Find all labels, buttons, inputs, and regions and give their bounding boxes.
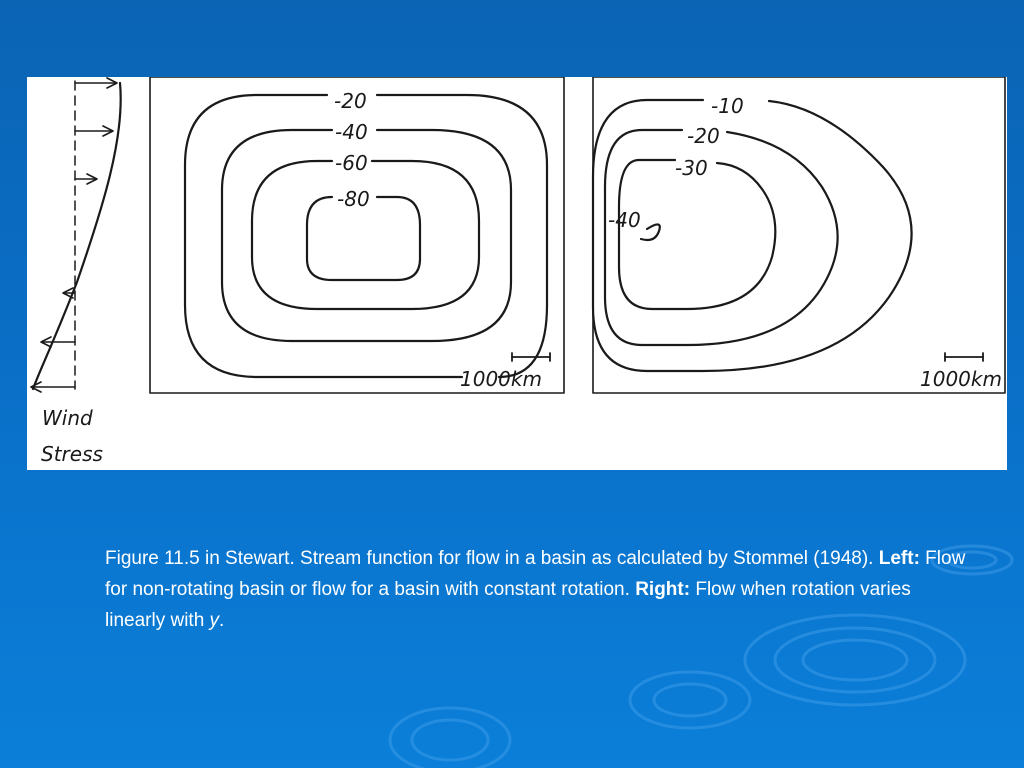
caption-variable-y: y xyxy=(209,610,220,631)
left-contour--20-b xyxy=(377,95,547,377)
right-contour--20 xyxy=(605,130,838,345)
wind-stress-profile xyxy=(31,78,121,392)
left-contour-label: -80 xyxy=(337,187,370,211)
figure-caption xyxy=(105,543,975,636)
right-contour-label: -10 xyxy=(711,94,744,118)
left-contour-label: -60 xyxy=(335,151,368,175)
caption-text: . xyxy=(219,610,225,631)
right-basin xyxy=(593,77,1005,393)
right-contour--30 xyxy=(619,160,775,309)
left-scale-bar xyxy=(512,353,550,361)
stress-label: Stress xyxy=(41,442,103,466)
right-contour--40 xyxy=(641,224,660,240)
caption-text: Flow for non-rotating basin or flow for a basin with constant rotation. xyxy=(105,548,966,600)
right-contour--10 xyxy=(593,100,912,371)
right-contour-label: -20 xyxy=(687,124,720,148)
right-scale-label: 1000km xyxy=(920,367,1002,391)
left-scale-label: 1000km xyxy=(460,367,542,391)
right-scale-bar xyxy=(945,353,983,361)
left-contour-label: -20 xyxy=(334,89,367,113)
right-contour-label: -30 xyxy=(675,156,708,180)
wind-stress-arrows xyxy=(31,78,117,392)
left-contour-label: -40 xyxy=(335,120,368,144)
figure-drawing xyxy=(27,77,1007,470)
stommel-figure xyxy=(27,77,1007,470)
wind-label: Wind xyxy=(42,406,93,430)
caption-text: Flow when rotation varies linearly with xyxy=(105,579,911,631)
caption-right-label: Right: xyxy=(635,579,691,600)
right-contour-label: -40 xyxy=(608,208,641,232)
caption-text: Figure 11.5 in Stewart. Stream function for flow in a basin as calculated by Stommel (1948). xyxy=(105,548,879,569)
left-contour--60 xyxy=(252,161,479,309)
caption-left-label: Left: xyxy=(878,548,920,569)
